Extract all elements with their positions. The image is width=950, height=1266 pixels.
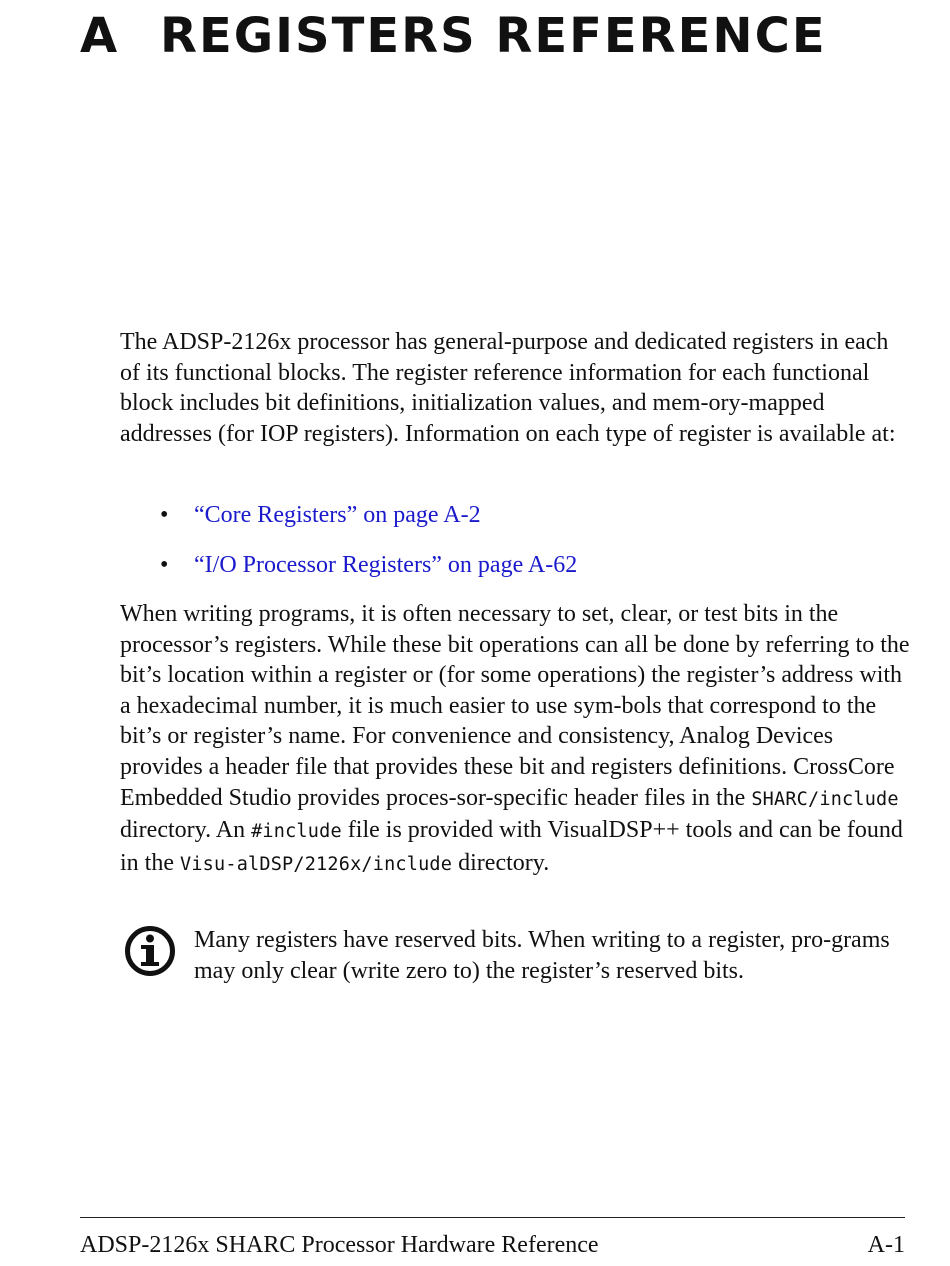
paragraph-text: directory. (452, 849, 550, 876)
footer-divider (80, 1217, 905, 1218)
paragraph-text: directory. An (120, 817, 252, 844)
code-path-sharc-include: SHARC/include (751, 788, 899, 810)
chapter-title: REGISTERS REFERENCE (160, 8, 827, 64)
note-text: Many registers have reserved bits. When writing to a register, pro-grams may only clear (write zero to) the register’s reserved bits. (194, 927, 890, 984)
io-processor-registers-link[interactable]: “I/O Processor Registers” on page A-62 (194, 552, 578, 578)
header-files-paragraph (120, 599, 910, 880)
note-block (120, 925, 910, 995)
chapter-heading (80, 4, 827, 68)
page-number: A-1 (867, 1232, 905, 1258)
footer-title: ADSP-2126x SHARC Processor Hardware Reference (80, 1232, 599, 1258)
paragraph-text: file is provided with VisualDSP++ tools and can be found in the (120, 817, 903, 876)
info-icon (124, 925, 176, 977)
core-registers-link[interactable]: “Core Registers” on page A-2 (194, 502, 481, 528)
intro-paragraph: The ADSP-2126x processor has general-purpose and dedicated registers in each of its functional blocks. The register reference information for each functional block includes bit definitions, initialization values, and mem-ory-mapped addresses (for IOP registers). Information on each type of register is available at: (120, 329, 896, 447)
chapter-letter: A (80, 8, 120, 64)
bullet-icon: • (160, 502, 169, 528)
code-include-directive: #include (251, 821, 342, 843)
paragraph-text: When writing programs, it is often necessary to set, clear, or test bits in the processor’s registers. While these bit operations can all be done by referring to the bit’s location within a register or (for some operations) the register’s address with a hexadecimal number, it is much easier to use sym-bols that correspond to the bit’s or register’s name. For convenience and consistency, Analog Devices provides a header file that provides these bit and registers definitions. CrossCore Embedded Studio provides proces-sor-specific header files in the (120, 601, 910, 811)
code-path-visualdsp-include: Visu-alDSP/2126x/include (180, 853, 453, 875)
bullet-icon: • (160, 552, 169, 578)
